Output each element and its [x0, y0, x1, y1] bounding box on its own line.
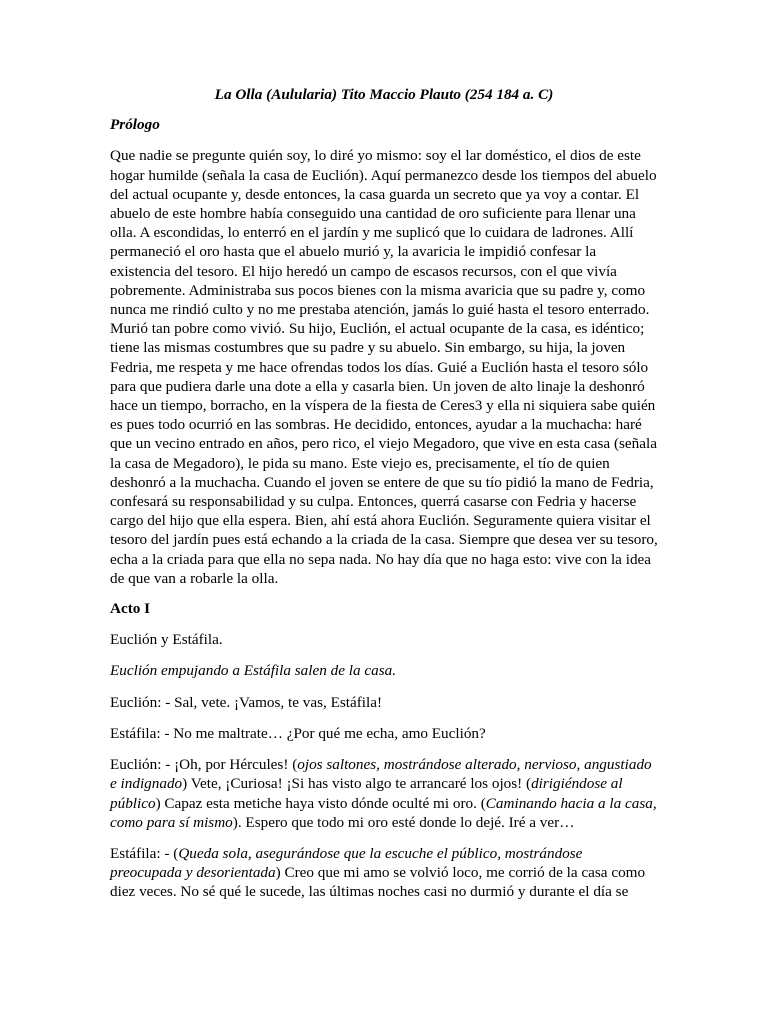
dialogue-text: ) Capaz esta metiche haya visto dónde oculté mi oro. ( [155, 794, 486, 812]
dialogue-text: Estáfila: - ( [110, 844, 179, 862]
dialogue-line-2: Estáfila: - No me maltrate… ¿Por qué me echa, amo Euclión? [110, 724, 486, 742]
prologue-paragraph: Que nadie se pregunte quién soy, lo diré yo mismo: soy el lar doméstico, el dios de este hogar humilde (señala la casa de Euclión). Aquí permanezco desde los tiempos del abuelo del actual ocupante y, desde entonces, la casa guarda un secreto que ya voy a contar. El abuelo de este hombre había conseguido una cantidad de oro suficiente para llenar una olla. A escondidas, lo enterró en el jardín y me suplicó que lo cuidara de ladrones. Allí permaneció el oro hasta que el abuelo murió y, la avaricia le impidió confesar la existencia del tesoro. El hijo heredó un campo de escasos recursos, con el que vivía pobremente. Administraba sus pocos bienes con la misma avaricia que su padre y, como nunca me rindió culto y no me prestaba atención, jamás lo guié hasta el tesoro enterrado. Murió tan pobre como vivió. Su hijo, Euclión, el actual ocupante de la casa, es idéntico; tiene las mismas costumbres que su padre y su abuelo. Sin embargo, su hija, la joven Fedria, me respeta y me hace ofrendas todos los días. Guié a Euclión hasta el tesoro sólo para que pudiera darle una dote a ella y casarla bien. Un joven de alto linaje la deshonró hace un tiempo, borracho, en la víspera de la fiesta de Ceres3 y ella ni siquiera sabe quién es pues todo ocurrió en las sombras. He decidido, entonces, ayudar a la muchacha: haré que un vecino entrado en años, pero rico, el viejo Megadoro, que vive en esta casa (señala la casa de Megadoro), le pida su mano. Este viejo es, precisamente, el tío de quien deshonró a la muchacha. Cuando el joven se entere de que su tío pidió la mano de Fedria, confesará su responsabilidad y su culpa. Entonces, querrá casarse con Fedria y hacerse cargo del hijo que ella espera. Bien, ahí está ahora Euclión. Seguramente quiera visitar el tesoro del jardín pues está echando a la criada de la casa. Siempre que desea ver su tesoro, echa a la criada para que ella no sepa nada. No hay día que no haga esto: vive con la idea de que van a robarle la olla. [110, 147, 658, 587]
prologue-heading: Prólogo [110, 116, 160, 134]
act-heading: Acto I [110, 600, 151, 618]
stage-note: Caminando hacia a la casa, como para sí mismo [110, 794, 657, 831]
dialogue-line-1: Euclión: - Sal, vete. ¡Vamos, te vas, Estáfila! [110, 693, 383, 711]
dialogue-text: ) Vete, ¡Curiosa! ¡Si has visto algo te arrancaré los ojos! ( [182, 775, 532, 793]
document-page [110, 82, 658, 914]
dialogue-line-3 [110, 755, 658, 832]
document-title: La Olla (Aulularia) Tito Maccio Plauto (254 184 a. C) [214, 86, 554, 103]
stage-note: ojos saltones, mostrándose alterado, nervioso, angustiado e indignado [110, 756, 652, 793]
dialogue-text: Euclión: - ¡Oh, por Hércules! ( [110, 756, 298, 774]
dialogue-text: ). Espero que todo mi oro esté donde lo dejé. Iré a ver… [232, 813, 575, 831]
stage-note: dirigiéndose al público [110, 775, 623, 812]
stage-direction: Euclión empujando a Estáfila salen de la casa. [110, 662, 396, 680]
stage-note: Queda sola, asegurándose que la escuche el público, mostrándose preocupada y desorientada [110, 844, 583, 882]
characters-line: Euclión y Estáfila. [110, 631, 223, 649]
dialogue-line-4 [110, 844, 658, 902]
dialogue-text: ) Creo que mi amo se volvió loco, me corrió de la casa como diez veces. No sé qué le sucede, las últimas noches casi no durmió y durante el día se [110, 864, 646, 901]
